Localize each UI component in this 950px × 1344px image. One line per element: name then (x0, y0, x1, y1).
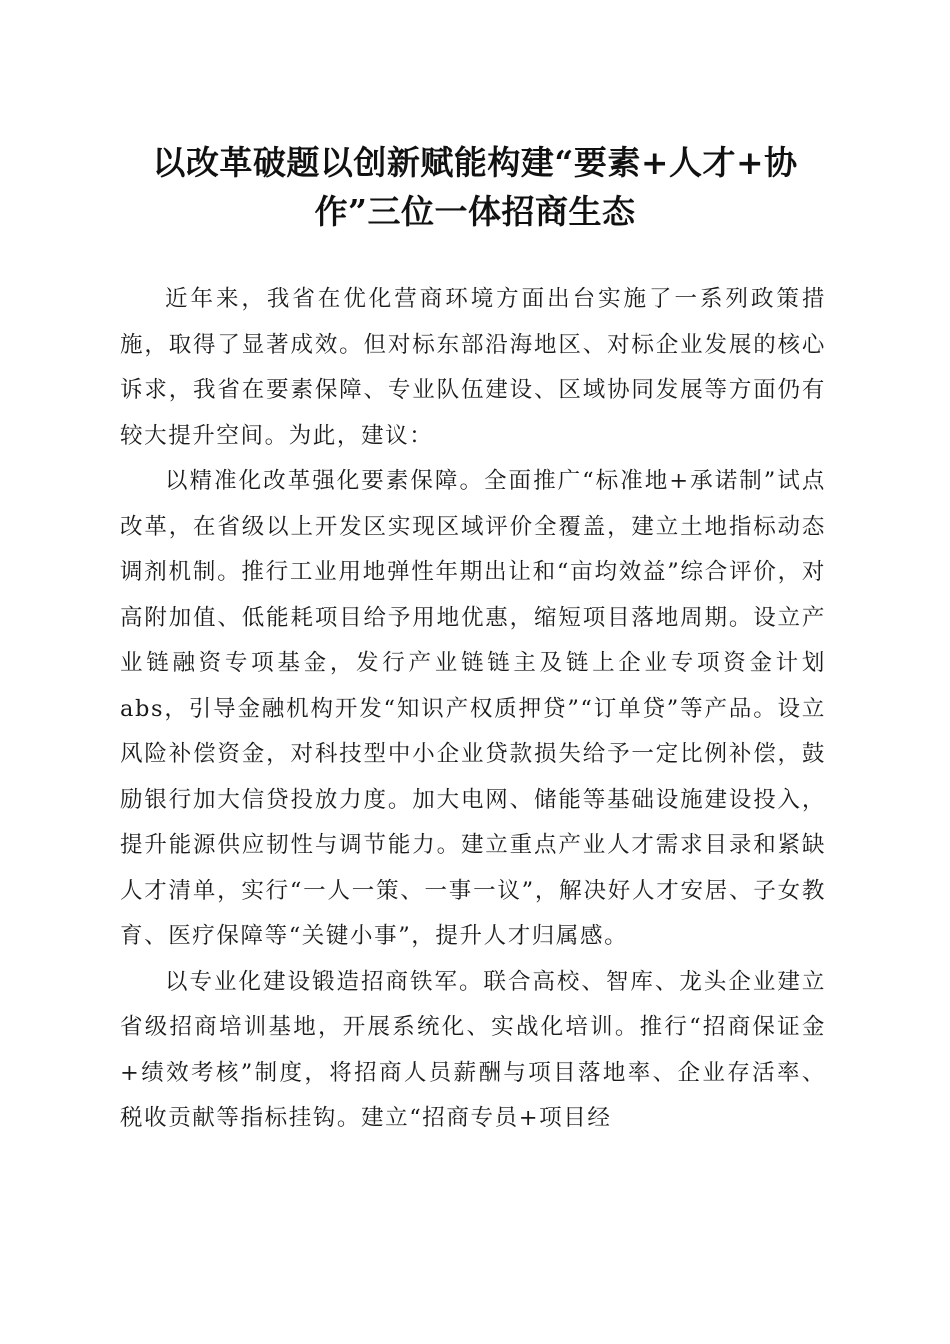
document-body (120, 277, 826, 1142)
paragraph-intro: 近年来，我省在优化营商环境方面出台实施了一系列政策措施，取得了显著成效。但对标东部沿海地区、对标企业发展的核心诉求，我省在要素保障、专业队伍建设、区域协同发展等方面仍有较大提升空间。为此，建议： (120, 286, 826, 449)
document-title: 以改革破题以创新赋能构建“要素+人才+协作”三位一体招商生态 (152, 143, 798, 231)
paragraph-factor-guarantee: 以精准化改革强化要素保障。全面推广“标准地+承诺制”试点改革，在省级以上开发区实现区域评价全覆盖，建立土地指标动态调剂机制。推行工业用地弹性年期出让和“亩均效益”综合评价，对高附加值、低能耗项目给予用地优惠，缩短项目落地周期。设立产业链融资专项基金，发行产业链链主及链上企业专项资金计划abs，引导金融机构开发“知识产权质押贷”“订单贷”等产品。设立风险补偿资金，对科技型中小企业贷款损失给予一定比例补偿，鼓励银行加大信贷投放力度。加大电网、储能等基础设施建设投入，提升能源供应韧性与调节能力。建立重点产业人才需求目录和紧缺人才清单，实行“一人一策、一事一议”，解决好人才安居、子女教育、医疗保障等“关键小事”，提升人才归属感。 (120, 468, 826, 949)
paragraph-investment-team: 以专业化建设锻造招商铁军。联合高校、智库、龙头企业建立省级招商培训基地，开展系统化、实战化培训。推行“招商保证金+绩效考核”制度，将招商人员薪酬与项目落地率、企业存活率、税收贡献等指标挂钩。建立“招商专员+项目经 (120, 968, 826, 1131)
